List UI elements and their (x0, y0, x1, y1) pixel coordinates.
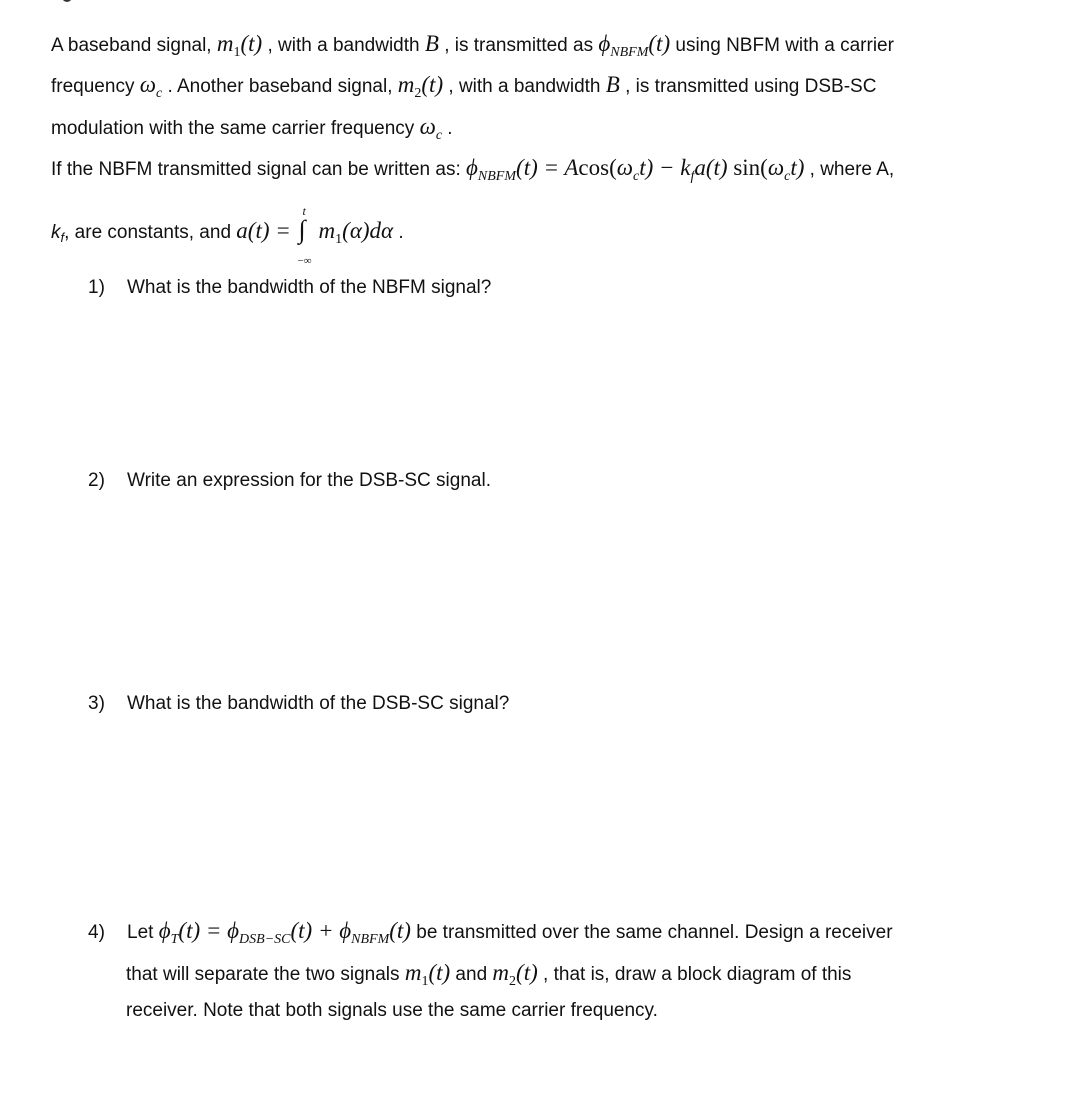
math-sub: NBFM (610, 45, 649, 60)
text: and (450, 964, 493, 985)
math-sub: T (170, 932, 179, 947)
question-number: 4) (88, 922, 105, 943)
text: If the NBFM transmitted signal can be written as: (51, 159, 467, 180)
math-t: (t) (428, 960, 451, 985)
math-sub: DSB−SC (239, 932, 291, 947)
math-omega: ω (139, 72, 156, 97)
text: receiver. Note that both signals use the same carrier frequency. (126, 1000, 658, 1021)
text: , are constants, and (64, 222, 237, 243)
text: . (393, 222, 404, 243)
math-t: (t) (648, 31, 671, 56)
integral-sign (297, 203, 319, 267)
intro-line-4 (51, 155, 894, 190)
math-phi: ϕ (598, 31, 611, 56)
intro-line-1 (51, 31, 894, 66)
text: Let (127, 922, 159, 943)
math-sub: 1 (335, 232, 343, 247)
cropped-glyph-mark (62, 0, 72, 2)
math-sub: c (632, 169, 640, 184)
math-sin: sin( (727, 155, 768, 180)
integral-upper-limit: t (302, 203, 306, 218)
question-text: Write an expression for the DSB-SC signal. (127, 470, 491, 491)
math-t: (t) (240, 31, 263, 56)
math-expr: t) (790, 155, 805, 180)
math-sub: NBFM (477, 169, 517, 184)
math-sub: 2 (509, 974, 517, 989)
text: . Another baseband signal, (162, 76, 398, 97)
integral-lower-limit: −∞ (297, 254, 312, 267)
math-expr: (t) + (290, 918, 340, 943)
math-omega: ω (419, 114, 436, 139)
math-sub: c (435, 128, 443, 143)
math-m2: m (397, 72, 415, 97)
intro-line-3 (51, 114, 453, 149)
math-sub: 1 (233, 45, 241, 60)
math-expr: t) − k (639, 155, 691, 180)
text: , with a bandwidth (262, 35, 425, 56)
question-text: What is the bandwidth of the DSB-SC signal? (127, 693, 510, 714)
math-sub: NBFM (351, 932, 390, 947)
math-t: (t) (389, 918, 411, 943)
math-phi: ϕ (227, 918, 240, 943)
math-bandwidth: B (605, 72, 620, 97)
text: , where A, (804, 159, 895, 180)
math-cos: cos( (578, 155, 617, 180)
question-1 (88, 275, 491, 301)
text: that will separate the two signals (126, 964, 405, 985)
text: , that is, draw a block diagram of this (537, 964, 852, 985)
text: . (442, 118, 453, 139)
question-number: 2) (88, 470, 105, 491)
text: , with a bandwidth (443, 76, 606, 97)
text-sub: f (60, 230, 65, 245)
math-expr: (t) = A (516, 155, 579, 180)
question-2 (88, 468, 491, 494)
text: , is transmitted as (438, 35, 599, 56)
question-3 (88, 691, 509, 717)
intro-line-5 (51, 203, 404, 267)
math-sub: 1 (421, 974, 429, 989)
question-4-line-3 (126, 998, 658, 1024)
text: using NBFM with a carrier (670, 35, 894, 56)
math-omega: ω (767, 155, 785, 180)
math-m2: m (492, 960, 510, 985)
text: modulation with the same carrier frequency (51, 118, 420, 139)
math-a-t: a(t) (694, 155, 728, 180)
text: , is transmitted using DSB-SC (619, 76, 877, 97)
question-4 (88, 918, 893, 953)
math-t: (t) (421, 72, 444, 97)
math-sub: c (155, 86, 163, 101)
math-a-t: a(t) = (236, 218, 297, 243)
math-m1: m (216, 31, 234, 56)
math-phi: ϕ (158, 918, 171, 943)
math-t: (t) (516, 960, 538, 985)
text: frequency (51, 76, 140, 97)
intro-line-2 (51, 72, 876, 107)
integral-symbol: ∫ (298, 214, 306, 244)
math-m1: m (404, 960, 422, 985)
math-phi: ϕ (466, 155, 478, 180)
math-expr: (α)dα (342, 218, 394, 243)
math-phi: ϕ (339, 918, 352, 943)
math-sub: f (690, 169, 695, 184)
math-sub: c (784, 169, 791, 184)
math-m1: m (318, 218, 336, 243)
question-number: 3) (88, 693, 105, 714)
text: be transmitted over the same channel. Design a receiver (410, 922, 893, 943)
math-expr: (t) = (178, 918, 228, 943)
question-number: 1) (88, 277, 105, 298)
question-4-line-2 (126, 960, 851, 995)
math-bandwidth: B (424, 31, 439, 56)
text: A baseband signal, (51, 35, 217, 56)
math-omega: ω (616, 155, 633, 180)
math-sub: 2 (414, 86, 422, 101)
text-kf: k (51, 222, 61, 243)
question-text: What is the bandwidth of the NBFM signal? (127, 277, 492, 298)
